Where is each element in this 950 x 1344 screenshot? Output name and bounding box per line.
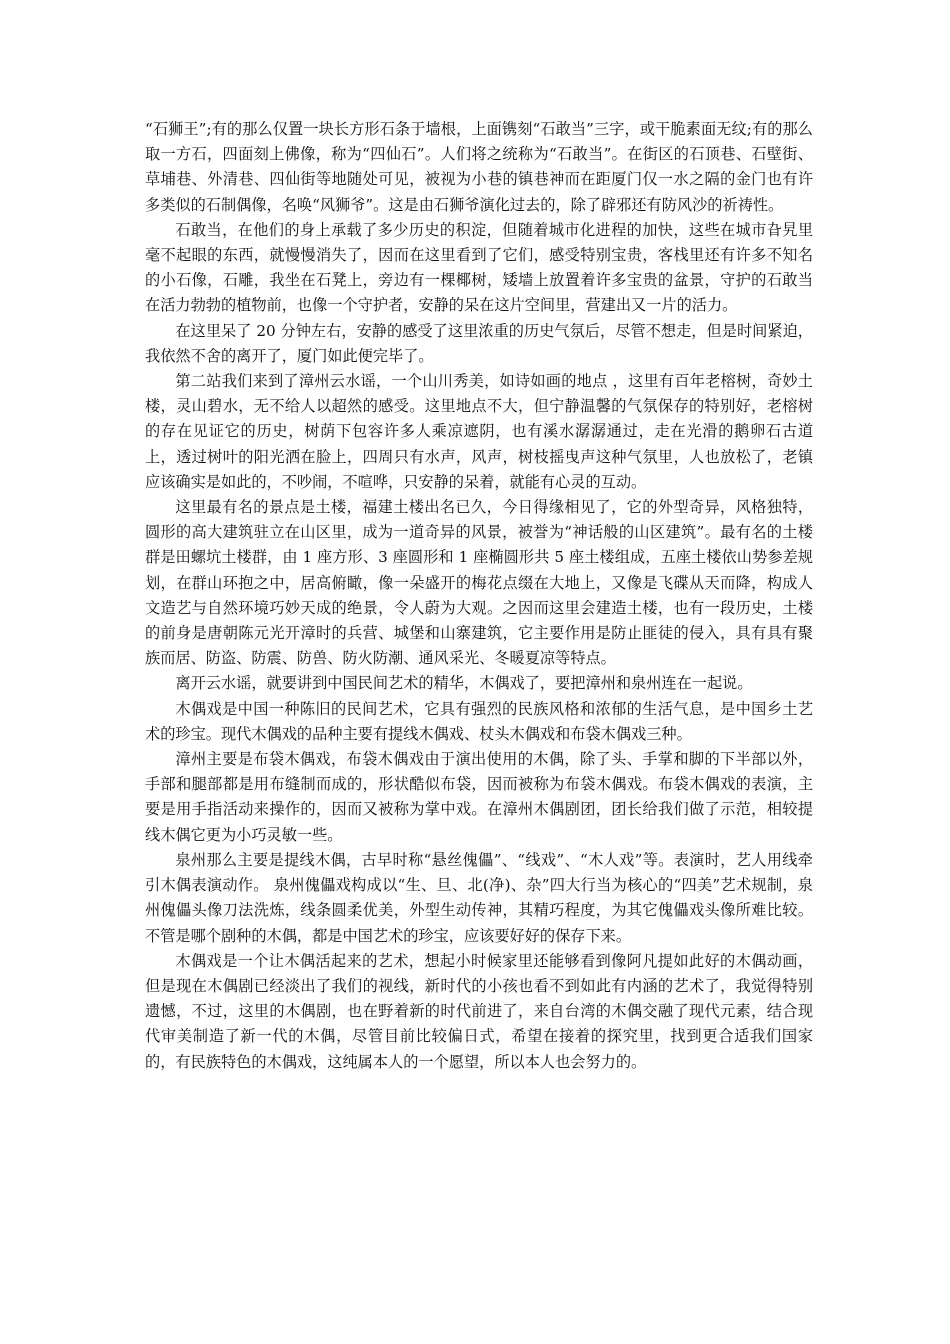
paragraph-6: 离开云水谣，就要讲到中国民间艺术的精华，木偶戏了，要把漳州和泉州连在一起说。 xyxy=(175,674,753,693)
paragraph-4: 第二站我们来到了漳州云水谣，一个山川秀美，如诗如画的地点 ，这里有百年老榕树，奇妙土楼，灵山碧水，无不给人以超然的感受。这里地点不大，但宁静温馨的气氛保存的特别好，老榕树的存在见证它的历史，树荫下包容许多人乘凉遮阴，也有溪水潺潺通过，走在光滑的鹅卵石古道上，透过树叶的阳光洒在脸上，四周只有水声，风声，树枝摇曳声这种气氛里，人也放松了，老镇应该确实是如此的，不吵闹，不喧哗，只安静的呆着，就能有心灵的互动。 xyxy=(145,372,813,491)
paragraph-5: 这里最有名的景点是土楼，福建土楼出名已久，今日得缘相见了，它的外型奇异，风格独特，圆形的高大建筑驻立在山区里，成为一道奇异的风景，被誉为“神话般的山区建筑”。最有名的土楼群是田螺坑土楼群，由 1 座方形、3 座圆形和 1 座椭圆形共 5 座土楼组成，五座土楼依山势参差规划，在群山环抱之中，居高俯瞰，像一朵盛开的梅花点缀在大地上，又像是飞碟从天而降，构成人文造艺与自然环境巧妙天成的绝景，令人蔚为大观。之因而这里会建造土楼，也有一段历史，土楼的前身是唐朝陈元光开漳时的兵营、城堡和山寨建筑，它主要作用是防止匪徒的侵入，具有具有聚族而居、防盗、防震、防兽、防火防潮、通风采光、冬暖夏凉等特点。 xyxy=(145,498,813,668)
paragraph-7: 木偶戏是中国一种陈旧的民间艺术，它具有强烈的民族风格和浓郁的生活气息，是中国乡土艺术的珍宝。现代木偶戏的品种主要有提线木偶戏、杖头木偶戏和布袋木偶戏三种。 xyxy=(145,699,813,743)
paragraph-1: “石狮王”;有的那么仅置一块长方形石条于墙根，上面镌刻“石敢当”三字，或干脆素面无纹;有的那么取一方石，四面刻上佛像，称为“四仙石”。人们将之统称为“石敢当”。在街区的石顶巷、石壁街、草埔巷、外清巷、四仙街等地随处可见，被视为小巷的镇巷神而在距厦门仅一水之隔的金门也有许多类似的石制偶像，名唤“风狮爷”。这是由石狮爷演化过去的，除了辟邪还有防风沙的祈祷性。 xyxy=(145,120,813,214)
paragraph-3: 在这里呆了 20 分钟左右，安静的感受了这里浓重的历史气氛后，尽管不想走，但是时间紧迫，我依然不舍的离开了，厦门如此便完毕了。 xyxy=(145,321,813,365)
paragraph-10: 木偶戏是一个让木偶活起来的艺术，想起小时候家里还能够看到像阿凡提如此好的木偶动画，但是现在木偶剧已经淡出了我们的视线，新时代的小孩也看不到如此有内涵的艺术了，我觉得特别遗憾，不过，这里的木偶剧，也在野着新的时代前进了，来自台湾的木偶交融了现代元素，结合现代审美制造了新一代的木偶，尽管目前比较偏日式，希望在接着的探究里，找到更合适我们国家的，有民族特色的木偶戏，这纯属本人的一个愿望，所以本人也会努力的。 xyxy=(145,951,813,1071)
paragraph-2: 石敢当，在他们的身上承载了多少历史的积淀，但随着城市化进程的加快，这些在城市旮旯里毫不起眼的东西，就慢慢消失了，因而在这里看到了它们，感受特别宝贵，客栈里还有许多不知名的小石像，石雕，我坐在石凳上，旁边有一棵椰树，矮墙上放置着许多宝贵的盆景，守护的石敢当在活力勃勃的植物前，也像一个守护者，安静的呆在这片空间里，营建出又一片的活力。 xyxy=(145,220,813,315)
document-body xyxy=(145,117,813,1075)
paragraph-9: 泉州那么主要是提线木偶，古早时称“悬丝傀儡”、“线戏”、“木人戏”等。表演时，艺人用线牵引木偶表演动作。 泉州傀儡戏构成以“生、旦、北(净)、杂”四大行当为核心的“四美”艺术规制，泉州傀儡头像刀法洗炼，线条圆柔优美，外型生动传神，其精巧程度，为其它傀儡戏头像所难比较。不管是哪个剧种的木偶，都是中国艺术的珍宝，应该要好好的保存下来。 xyxy=(145,850,813,945)
paragraph-8: 漳州主要是布袋木偶戏，布袋木偶戏由于演出使用的木偶，除了头、手掌和脚的下半部以外，手部和腿部都是用布缝制而成的，形状酷似布袋，因而被称为布袋木偶戏。布袋木偶戏的表演，主要是用手指活动来操作的，因而又被称为掌中戏。在漳州木偶剧团，团长给我们做了示范，相较提线木偶它更为小巧灵敏一些。 xyxy=(145,750,813,844)
